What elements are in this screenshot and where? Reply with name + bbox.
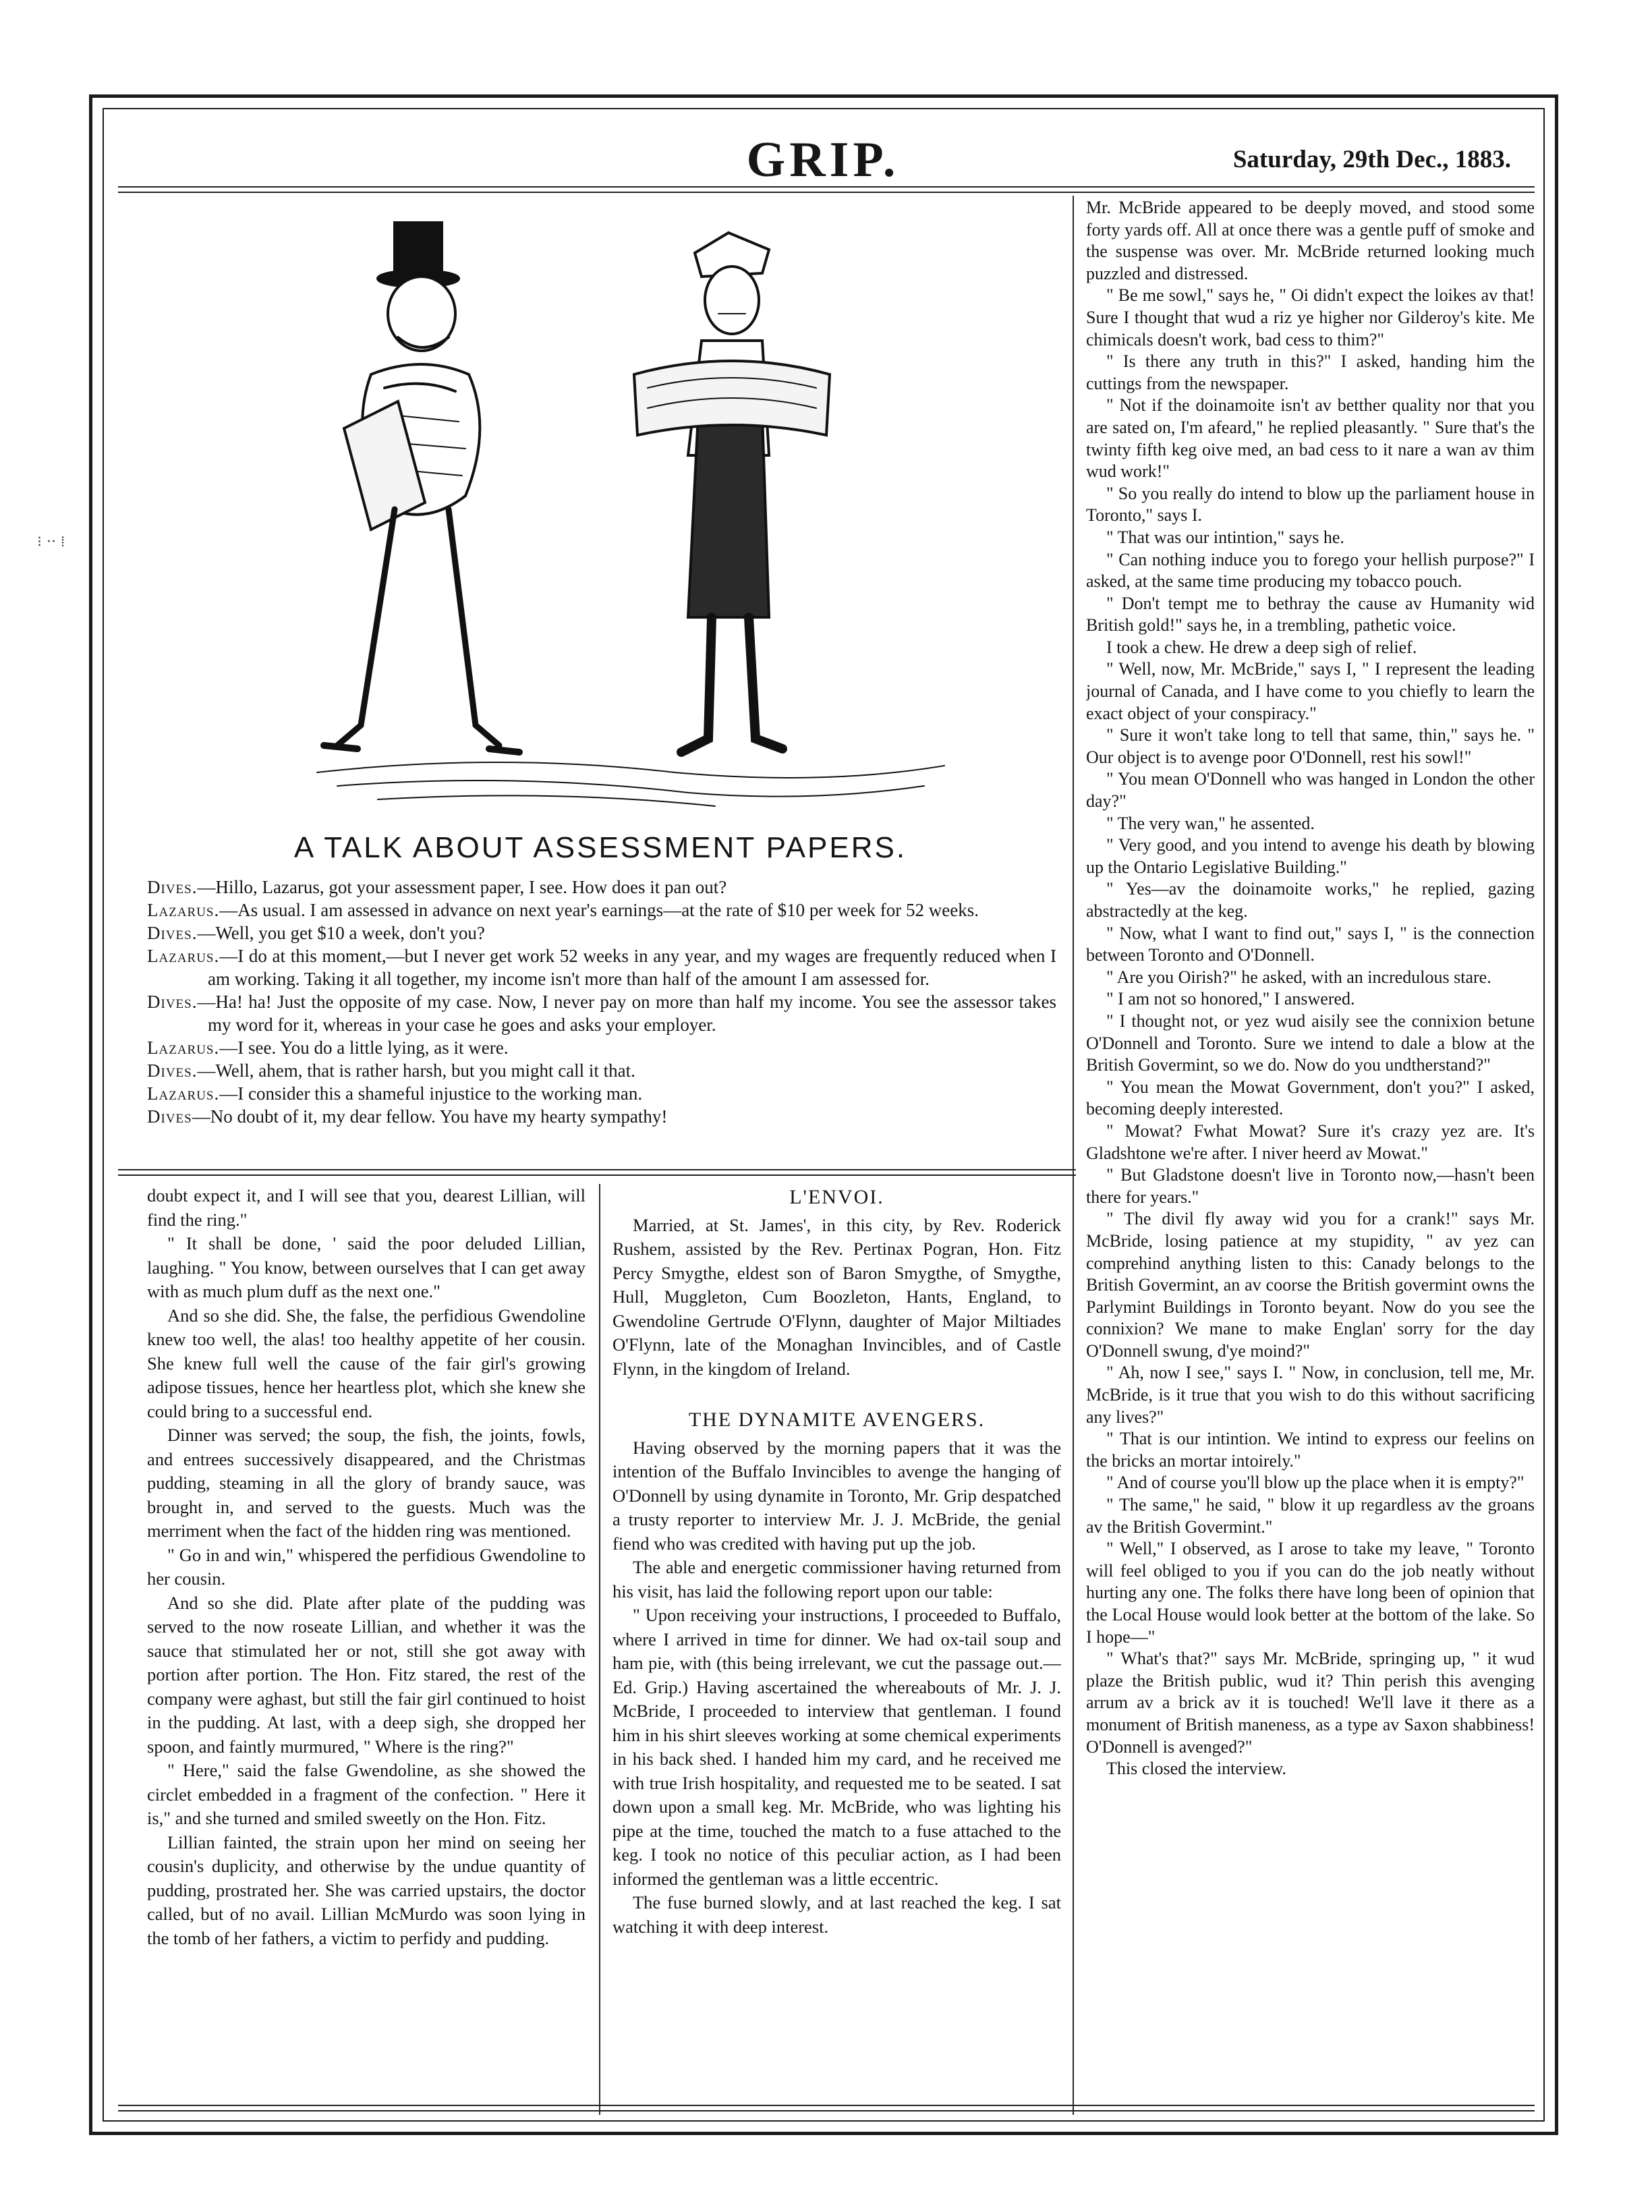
dialogue-text: —I see. You do a little lying, as it were. [219,1038,509,1058]
paragraph: I took a chew. He drew a deep sigh of relief. [1106,637,1417,657]
paragraph: " Yes—av the doinamoite works," he replied, gazing abstractedly at the keg. [1086,879,1535,921]
envoi-heading: L'ENVOI. [789,1186,884,1208]
paragraph: " So you really do intend to blow up the parliament house in Toronto," says I. [1086,483,1535,526]
paragraph: " Well," I observed, as I arose to take my leave, " Toronto will feel obliged to you if you can do the job neatly without hurting any one. The folks there have long been of opinion that the Local House would look better at the bottom of the lake. So I hope—" [1086,1539,1535,1647]
paragraph: Having observed by the morning papers that it was the intention of the Buffalo Invincibles to avenge the hanging of O'Donnell by using dynamite in Toronto, Mr. Grip despatched a trusty reporter to interview Mr. J. J. McBride, the genial fiend who was credited with having put up the job. [613,1437,1061,1554]
dialogue-line [147,1059,1056,1082]
dives-top-hat [395,223,442,277]
paragraph: The able and energetic commissioner having returned from his visit, has laid the following report upon our table: [613,1557,1061,1601]
dialogue-speaker: Lazarus. [147,1038,220,1058]
cartoon-section-rule [118,1169,1076,1176]
cartoon-title: A TALK ABOUT ASSESSMENT PAPERS. [293,831,907,864]
paragraph: " The very wan," he assented. [1106,813,1315,833]
column-3-interview [1086,197,1535,2116]
dialogue-line [147,1105,1056,1128]
paragraph: " Is there any truth in this?" I asked, handing him the cuttings from the newspaper. [1086,351,1535,393]
paragraph: " Ah, now I see," says I. " Now, in conclusion, tell me, Mr. McBride, is it true that you wish to do this without sacrificing any lives?" [1086,1363,1535,1427]
dialogue-line [147,876,1056,899]
dialogue-speaker: Dives. [147,923,198,943]
column-divider-1 [599,1184,600,2115]
dialogue-line [147,899,1056,921]
dialogue-speaker: Dives [147,1106,192,1127]
paragraph: The fuse burned slowly, and at last reached the keg. I sat watching it with deep interest. [613,1892,1061,1937]
paragraph: And so she did. Plate after plate of the pudding was served to the now roseate Lillian, and whether it was the sauce that stimulated her or not, still she got away with portion after portion. The Hon. Fitz stared, the rest of the company were aghast, but still the fair girl continued to hoist in the pudding. At last, with a deep sigh, she dropped her spoon, and faintly murmured, " Where is the ring?" [147,1592,586,1757]
paragraph: " I am not so honored," I answered. [1106,989,1355,1009]
dialogue-text: —Well, you get $10 a week, don't you? [197,923,485,943]
dialogue-speaker: Lazarus. [147,946,220,966]
paragraph: Lillian fainted, the strain upon her mind on seeing her cousin's duplicity, and otherwise by the undue quantity of pudding, prostrated her. She was carried upstairs, the doctor called, but of no avail. Lillian McMurdo was soon lying in the tomb of her fathers, a victim to perfidy and pudding. [147,1832,586,1948]
paragraph: " Be me sowl," says he, " Oi didn't expect the loikes av that! Sure I thought that wud a riz ye higher nor Gilderoy's kite. Me chimicals doesn't work, bad cess to thim?" [1086,285,1535,349]
dialogue-line [147,921,1056,944]
paragraph: " What's that?" says Mr. McBride, springing up, " it wud plaze the British public, wud it? Thin perish this avenging arrum av a brick av it is touched! We'll lave it there as a monument of British maneness, as a type av Saxon shabbiness! O'Donnell is avenged?" [1086,1649,1535,1757]
dialogue-line [147,1036,1056,1059]
paragraph: " The divil fly away wid you for a crank!" says Mr. McBride, losing patience at my stupidity, " av yez can comprehind anything listen to this: Canady belongs to the British Govermint, an av coorse the British govermint owns the Parlymint Buildings in Toronto beyant. Now do you see the connixion? We mane to make Englan' sorry for the day O'Donnell swung, d'ye moind?" [1086,1209,1535,1361]
dialogue-text: —As usual. I am assessed in advance on next year's earnings—at the rate of $10 per week for 52 weeks. [219,900,979,920]
column-divider-2 [1073,196,1074,2115]
paragraph: " Upon receiving your instructions, I proceeded to Buffalo, where I arrived in time for dinner. We had ox-tail soup and ham pie, with (this being irrelevant, we cut the passage out.—Ed. Grip.) Having ascertained the whereabouts of Mr. J. J. McBride, I proceeded to interview that gentleman. I found him in his shirt sleeves working at some chemical experiments in his back shed. I handed him my card, and he received me with true Irish hospitality, and requested me to be seated. I sat down upon a small keg. Mr. McBride, who was lighting his pipe at the time, touched the match to a fuse attached to the keg. I took no notice of this peculiar action, as I had been informed the gentleman was a little eccentric. [613,1605,1061,1889]
paragraph: " Don't tempt me to bethray the cause av Humanity wid British gold!" says he, in a trembling, pathetic voice. [1086,593,1535,635]
cartoon-dialogue [147,876,1056,1128]
paragraph: " Well, now, Mr. McBride," says I, " I represent the leading journal of Canada, and I have come to you chiefly to learn the exact object of your conspiracy." [1086,659,1535,723]
paragraph: " Now, what I want to find out," says I, " is the connection between Toronto and O'Donnell. [1086,923,1535,965]
paragraph: doubt expect it, and I will see that you, dearest Lillian, will find the ring." [147,1185,586,1230]
paragraph: " Go in and win," whispered the perfidious Gwendoline to her cousin. [147,1544,586,1589]
paragraph: " Can nothing induce you to forego your hellish purpose?" I asked, at the same time producing my tobacco pouch. [1086,549,1535,592]
column-2 [613,1184,1061,2115]
dialogue-speaker: Dives. [147,992,198,1012]
dialogue-line [147,944,1056,990]
masthead-rule [118,186,1535,193]
dialogue-speaker: Lazarus. [147,900,220,920]
paragraph: And so she did. She, the false, the perfidious Gwendoline knew too well, the alas! too healthy appetite of her cousin. She knew full well the cause of the fair girl's growing adipose tissues, hence her heartless plot, which she knew she could bring to a successful end. [147,1305,586,1421]
paragraph: " And of course you'll blow up the place when it is empty?" [1106,1473,1525,1493]
masthead [115,125,1531,186]
dialogue-text: —Ha! ha! Just the opposite of my case. Now, I never pay on more than half my income. You see the assessor takes my word for it, whereas in your case he goes and asks your employer. [197,992,1056,1035]
paragraph: " Mowat? Fwhat Mowat? Sure it's crazy yez are. It's Gladshtone we're after. I niver heerd av Mowat." [1086,1121,1535,1163]
paragraph: " I thought not, or yez wud aisily see the connixion betune O'Donnell and Toronto. Sure we intend to dale a blow at the British Govermint, so we do. Now do you undtherstand?" [1086,1011,1535,1075]
envoi-paragraph: Married, at St. James', in this city, by Rev. Roderick Rushem, assisted by the Rev. Pertinax Pogran, Hon. Fitz Percy Smygthe, eldest son of Baron Smygthe, of Smygthe, Hull, Muggleton, Cum Boozleton, Hants, England, to Gwendoline Gertrude O'Flynn, daughter of Major Miltiades O'Flynn, late of the Monaghan Invincibles, and of Castle Flynn, in the kingdom of Ireland. [613,1214,1061,1379]
dialogue-line [147,990,1056,1036]
paragraph: " The same," he said, " blow it up regardless av the groans av the British Govermint." [1086,1495,1535,1537]
paragraph: Mr. McBride appeared to be deeply moved, and stood some forty yards off. All at once there was a gentle puff of smoke and the suspense was over. Mr. McBride returned looking much puzzled and distressed. [1086,198,1535,283]
lazarus-apron [688,415,769,617]
dynamite-heading: THE DYNAMITE AVENGERS. [688,1409,986,1431]
dialogue-text: —Hillo, Lazarus, got your assessment paper, I see. How does it pan out? [197,877,727,897]
paragraph: " You mean the Mowat Government, don't you?" I asked, becoming deeply interested. [1086,1077,1535,1119]
paragraph: This closed the interview. [1106,1759,1286,1779]
dialogue-text: —I do at this moment,—but I never get work 52 weeks in any year, and my wages are frequently reduced when I am working. Taking it all together, my income isn't more than half of the amount I am assessed for. [208,946,1056,989]
paragraph: Dinner was served; the soup, the fish, the joints, fowls, and entrees successively disappeared, and the Christmas pudding, steaming in all the glory of brandy sauce, was brought in, and served to the guests. Much was the merriment when the fact of the hidden ring was mentioned. [147,1425,586,1541]
paragraph: " Are you Oirish?" he asked, with an incredulous stare. [1106,967,1491,987]
paragraph: " Not if the doinamoite isn't av betther quality nor that you are sated on, I'm afeard," he replied pleasantly. " Sure that's the twinty fifth keg oive med, an bad cess to it nare a wan av thim wud work!" [1086,395,1535,482]
dialogue-text: —Well, ahem, that is rather harsh, but you might call it that. [197,1060,635,1081]
dialogue-text: —I consider this a shameful injustice to the working man. [219,1083,643,1104]
masthead-date: Saturday, 29th Dec., 1883. [1232,146,1511,173]
paragraph: " That was our intintion," says he. [1106,527,1344,547]
paragraph: " But Gladstone doesn't live in Toronto now,—hasn't been there for years." [1086,1165,1535,1207]
paragraph: " It shall be done, ' said the poor deluded Lillian, laughing. " You know, between ourselves that I can get away with as much plum duff as the next one." [147,1233,586,1301]
column-1-story [147,1184,586,2115]
dialogue-text: —No doubt of it, my dear fellow. You have my hearty sympathy! [192,1106,668,1127]
paragraph: " Sure it won't take long to tell that same, thin," says he. " Our object is to avenge poor O'Donnell, rest his sowl!" [1086,725,1535,767]
dialogue-speaker: Dives. [147,877,198,897]
footer-rule [118,2105,1535,2111]
paragraph: " You mean O'Donnell who was hanged in London the other day?" [1086,769,1535,812]
cartoon-illustration [297,212,971,826]
paragraph: " Very good, and you intend to avenge his death by blowing up the Ontario Legislative Building." [1086,835,1535,877]
margin-marks: ⁝ ·· ⁞ [37,534,65,550]
paragraph: " Here," said the false Gwendoline, as she showed the circlet embedded in a fragment of the confection. " Here it is," and she turned and smiled sweetly on the Hon. Fitz. [147,1760,586,1828]
masthead-title: GRIP. [746,132,900,188]
dialogue-line [147,1082,1056,1105]
dialogue-speaker: Lazarus. [147,1083,220,1104]
dialogue-speaker: Dives. [147,1060,198,1081]
paragraph: " That is our intintion. We intind to express our feelins on the bricks an mortar intoirely." [1086,1429,1535,1471]
